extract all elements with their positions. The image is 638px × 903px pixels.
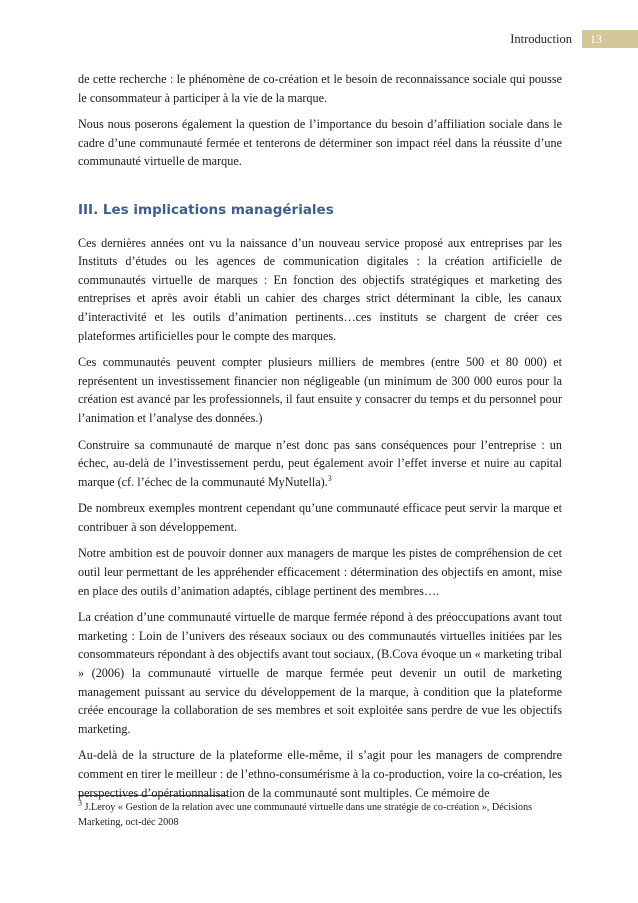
page-number: 13: [582, 30, 638, 48]
footnote-number: 3: [78, 798, 82, 808]
footnote: [78, 800, 562, 830]
paragraph: [78, 436, 562, 492]
section-heading: III. Les implications managériales: [78, 201, 334, 218]
footnote-text: J.Leroy « Gestion de la relation avec une communauté virtuelle dans une stratégie de co-création », Décisions Marketing, oct-déc 2008: [78, 802, 533, 828]
paragraph-text: Construire sa communauté de marque n’est donc pas sans conséquences pour l’entreprise : un échec, au-delà de l’investissement perdu, peut également avoir l’effet inverse et nuire au capital marque (cf. l’échec de la communauté MyNutella).: [78, 437, 562, 489]
chapter-title: Introduction: [510, 31, 572, 46]
paragraph: De nombreux exemples montrent cependant qu’une communauté efficace peut servir la marque et contribuer à son développement.: [78, 501, 562, 534]
paragraph: Ces communautés peuvent compter plusieurs milliers de membres (entre 500 et 80 000) et représentent un investissement financier non négligeable (un minimum de 300 000 euros pour la création est avancé par les professionnels, il faut ensuite y consacrer du temps et du personnel pour l’animation et l’analyse des données.): [78, 355, 562, 425]
footnote-reference[interactable]: 3: [327, 473, 332, 483]
paragraph: Nous nous poserons également la question de l’importance du besoin d’affiliation sociale dans le cadre d’une communauté fermée et tenterons de déterminer son impact réel dans la réussite d’une communauté virtuelle de marque.: [78, 117, 562, 169]
paragraph: Au-delà de la structure de la plateforme elle-même, il s’agit pour les managers de comprendre comment en tirer le meilleur : de l’ethno-consumérisme à la co-production, voire la co-création, les perspectives d’opérationnalisation de la communauté sont multiples. Ce mémoire de: [78, 748, 562, 800]
running-header: [510, 30, 638, 48]
paragraph: de cette recherche : le phénomène de co-création et le besoin de reconnaissance sociale qui pousse le consommateur à participer à la vie de la marque.: [78, 72, 562, 105]
paragraph: Ces dernières années ont vu la naissance d’un nouveau service proposé aux entreprises par les Instituts d’études ou les agences de communication digitales : la création artificielle de communautés virtuelle de marques : En fonction des objectifs stratégiques et marketing des entreprises et après avoir établi un cahier des charges strict déterminant la cible, les canaux d’interactivité et les outils d’animation pertinents…ces instituts se chargent de créer ces plateformes artificielles pour le compte des marques.: [78, 235, 562, 343]
footnote-divider: [78, 795, 228, 796]
page-body: [78, 70, 562, 810]
paragraph: La création d’une communauté virtuelle de marque fermée répond à des préoccupations avant tout marketing : Loin de l’univers des réseaux sociaux ou des communautés virtuelles initiées par les consommateurs répondant à des objectifs avant tout sociaux, (B.Cova évoque un « marketing tribal » (2006) la communauté virtuelle de marque fermée peut devenir un outil de marketing management puissant au service du développement de la marque, à condition que la plateforme créée encourage la collaboration de ses membres et soit exploitée sans perdre de vue les objectifs marketing.: [78, 610, 562, 736]
paragraph: Notre ambition est de pouvoir donner aux managers de marque les pistes de compréhension de cet outil leur permettant de les appréhender efficacement : détermination des objectifs en amont, mise en place des outils d’animation adaptés, ciblage pertinent des membres….: [78, 546, 562, 598]
